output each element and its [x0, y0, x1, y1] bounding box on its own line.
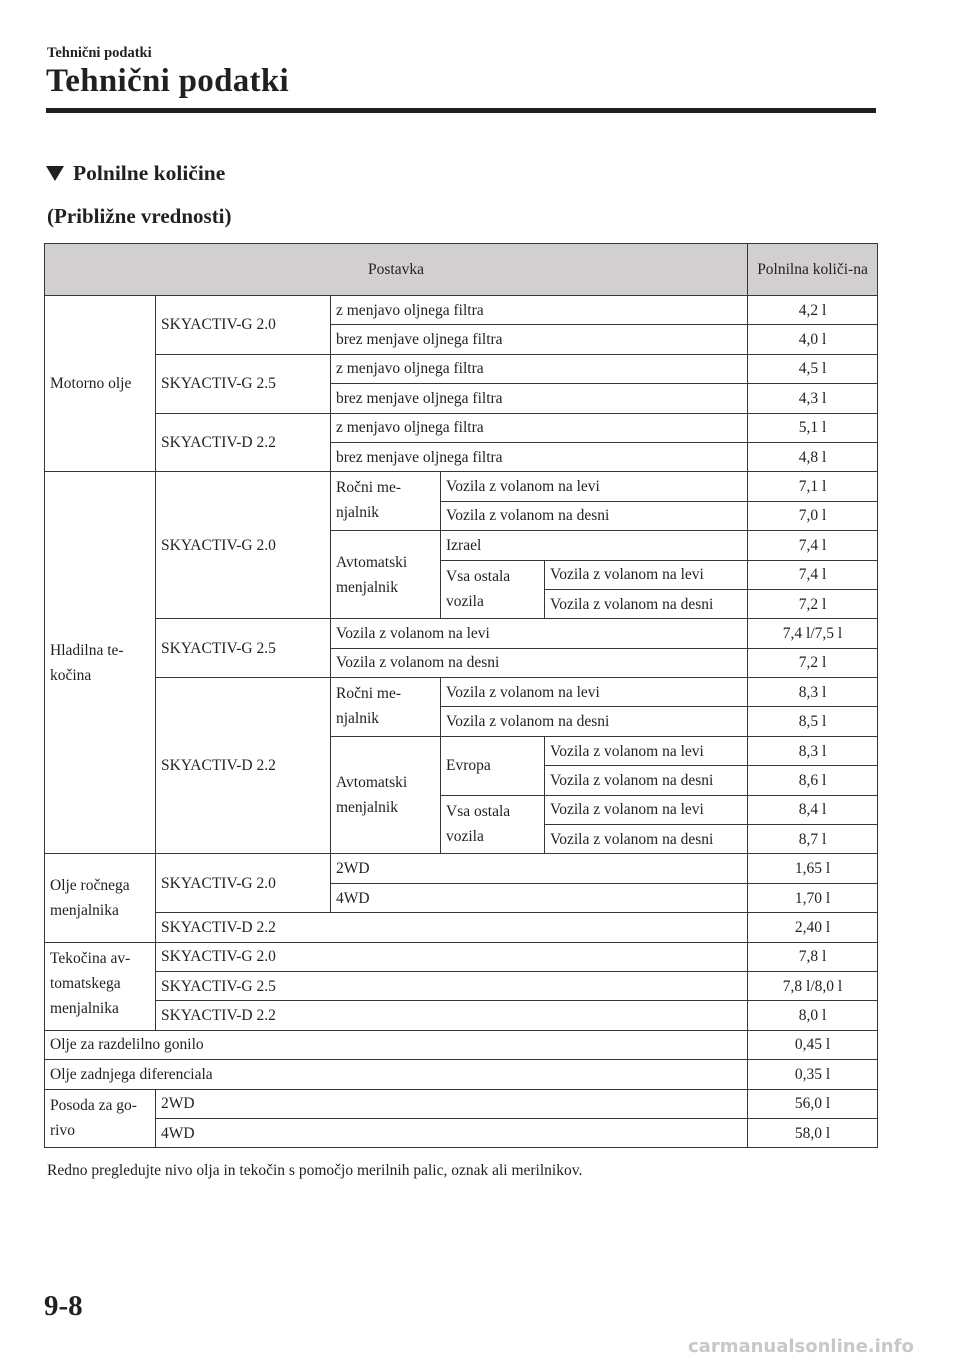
quantity-value: 7,0 l: [748, 501, 878, 530]
page-number: 9-8: [44, 1290, 83, 1322]
engine-name: SKYACTIV-D 2.2: [156, 913, 748, 942]
engine-name: SKYACTIV-G 2.5: [156, 619, 331, 678]
steering-side: Vozila z volanom na levi: [441, 678, 748, 707]
transmission-type: Ročni me-njalnik: [331, 472, 441, 531]
oil-condition: brez menjave oljnega filtra: [331, 325, 748, 354]
steering-side: Vozila z volanom na levi: [545, 736, 748, 765]
quantity-value: 7,8 l: [748, 942, 878, 971]
oil-condition: z menjavo oljnega filtra: [331, 296, 748, 325]
quantity-value: 4,2 l: [748, 296, 878, 325]
oil-condition: brez menjave oljnega filtra: [331, 442, 748, 471]
footnote: Redno pregledujte nivo olja in tekočin s pomočjo merilnih palic, oznak ali merilnikov.: [47, 1162, 583, 1179]
header-item: Postavka: [45, 244, 748, 296]
quantity-value: 7,8 l/8,0 l: [748, 971, 878, 1000]
market-region: Vsa ostala vozila: [441, 560, 545, 619]
drive-type: 4WD: [331, 883, 748, 912]
engine-name: SKYACTIV-G 2.0: [156, 854, 331, 913]
table-row: [45, 354, 878, 383]
steering-side: Vozila z volanom na levi: [331, 619, 748, 648]
oil-condition: z menjavo oljnega filtra: [331, 413, 748, 442]
quantity-value: 56,0 l: [748, 1089, 878, 1118]
engine-name: SKYACTIV-G 2.0: [156, 472, 331, 619]
drive-type: 2WD: [156, 1089, 748, 1118]
header-quantity: Polnilna količi-na: [748, 244, 878, 296]
steering-side: Vozila z volanom na levi: [441, 472, 748, 501]
table-row: [45, 913, 878, 942]
steering-side: Vozila z volanom na desni: [331, 648, 748, 677]
quantity-value: 8,0 l: [748, 1001, 878, 1030]
table-row: [45, 296, 878, 325]
table-row: [45, 472, 878, 501]
engine-name: SKYACTIV-D 2.2: [156, 413, 331, 472]
table-row: [45, 942, 878, 971]
transmission-type: Avtomatski menjalnik: [331, 531, 441, 619]
oil-condition: brez menjave oljnega filtra: [331, 384, 748, 413]
quantity-value: 8,7 l: [748, 825, 878, 854]
quantity-value: 8,3 l: [748, 736, 878, 765]
table-row: [45, 971, 878, 1000]
quantity-value: 5,1 l: [748, 413, 878, 442]
quantity-value: 7,1 l: [748, 472, 878, 501]
quantity-value: 7,4 l/7,5 l: [748, 619, 878, 648]
quantity-value: 8,5 l: [748, 707, 878, 736]
market-region: Evropa: [441, 736, 545, 795]
steering-side: Vozila z volanom na desni: [545, 766, 748, 795]
transfer-oil-label: Olje za razdelilno gonilo: [45, 1030, 748, 1059]
quantity-value: 58,0 l: [748, 1118, 878, 1147]
section-subtitle: (Približne vrednosti): [47, 204, 232, 228]
quantity-value: 7,4 l: [748, 531, 878, 560]
table-header-row: [45, 244, 878, 296]
engine-name: SKYACTIV-G 2.5: [156, 354, 331, 413]
section-title: Polnilne količine: [73, 161, 226, 185]
quantity-value: 4,0 l: [748, 325, 878, 354]
market-region: Izrael: [441, 531, 748, 560]
steering-side: Vozila z volanom na desni: [441, 501, 748, 530]
transmission-type: Ročni me-njalnik: [331, 678, 441, 737]
title-rule: [46, 108, 876, 113]
engine-name: SKYACTIV-D 2.2: [156, 678, 331, 854]
steering-side: Vozila z volanom na levi: [545, 560, 748, 589]
watermark: carmanualsonline.info: [688, 1336, 914, 1357]
table-row: [45, 619, 878, 648]
quantity-value: 7,2 l: [748, 648, 878, 677]
manual-oil-label: Olje ročnega menjalnika: [45, 854, 156, 942]
triangle-down-icon: [46, 166, 64, 181]
page-title: Tehnični podatki: [46, 63, 289, 99]
drive-type: 2WD: [331, 854, 748, 883]
engine-oil-label: Motorno olje: [45, 296, 156, 472]
steering-side: Vozila z volanom na levi: [545, 795, 748, 824]
steering-side: Vozila z volanom na desni: [545, 589, 748, 618]
quantity-value: 8,4 l: [748, 795, 878, 824]
table-row: [45, 854, 878, 883]
oil-condition: z menjavo oljnega filtra: [331, 354, 748, 383]
rear-diff-oil-label: Olje zadnjega diferenciala: [45, 1060, 748, 1089]
table-row: [45, 1060, 878, 1089]
quantity-value: 0,45 l: [748, 1030, 878, 1059]
quantity-value: 4,5 l: [748, 354, 878, 383]
engine-name: SKYACTIV-G 2.0: [156, 296, 331, 355]
quantity-value: 4,8 l: [748, 442, 878, 471]
quantity-value: 2,40 l: [748, 913, 878, 942]
quantity-value: 4,3 l: [748, 384, 878, 413]
steering-side: Vozila z volanom na desni: [441, 707, 748, 736]
table-row: [45, 413, 878, 442]
quantity-value: 7,2 l: [748, 589, 878, 618]
running-header: Tehnični podatki: [47, 45, 152, 61]
table-row: [45, 1001, 878, 1030]
engine-name: SKYACTIV-D 2.2: [156, 1001, 748, 1030]
quantity-value: 8,3 l: [748, 678, 878, 707]
engine-name: SKYACTIV-G 2.5: [156, 971, 748, 1000]
atf-label: Tekočina av-tomatskega menjalnika: [45, 942, 156, 1030]
quantity-value: 0,35 l: [748, 1060, 878, 1089]
quantity-value: 1,70 l: [748, 883, 878, 912]
table-row: [45, 678, 878, 707]
table-row: [45, 1030, 878, 1059]
fuel-tank-label: Posoda za go-rivo: [45, 1089, 156, 1148]
market-region: Vsa ostala vozila: [441, 795, 545, 854]
engine-name: SKYACTIV-G 2.0: [156, 942, 748, 971]
steering-side: Vozila z volanom na desni: [545, 825, 748, 854]
transmission-type: Avtomatski menjalnik: [331, 736, 441, 854]
capacities-table: [44, 243, 878, 1148]
section-heading: [46, 161, 225, 186]
table-row: [45, 1089, 878, 1118]
quantity-value: 1,65 l: [748, 854, 878, 883]
coolant-label: Hladilna te-kočina: [45, 472, 156, 854]
quantity-value: 7,4 l: [748, 560, 878, 589]
drive-type: 4WD: [156, 1118, 748, 1147]
table-row: [45, 1118, 878, 1147]
quantity-value: 8,6 l: [748, 766, 878, 795]
